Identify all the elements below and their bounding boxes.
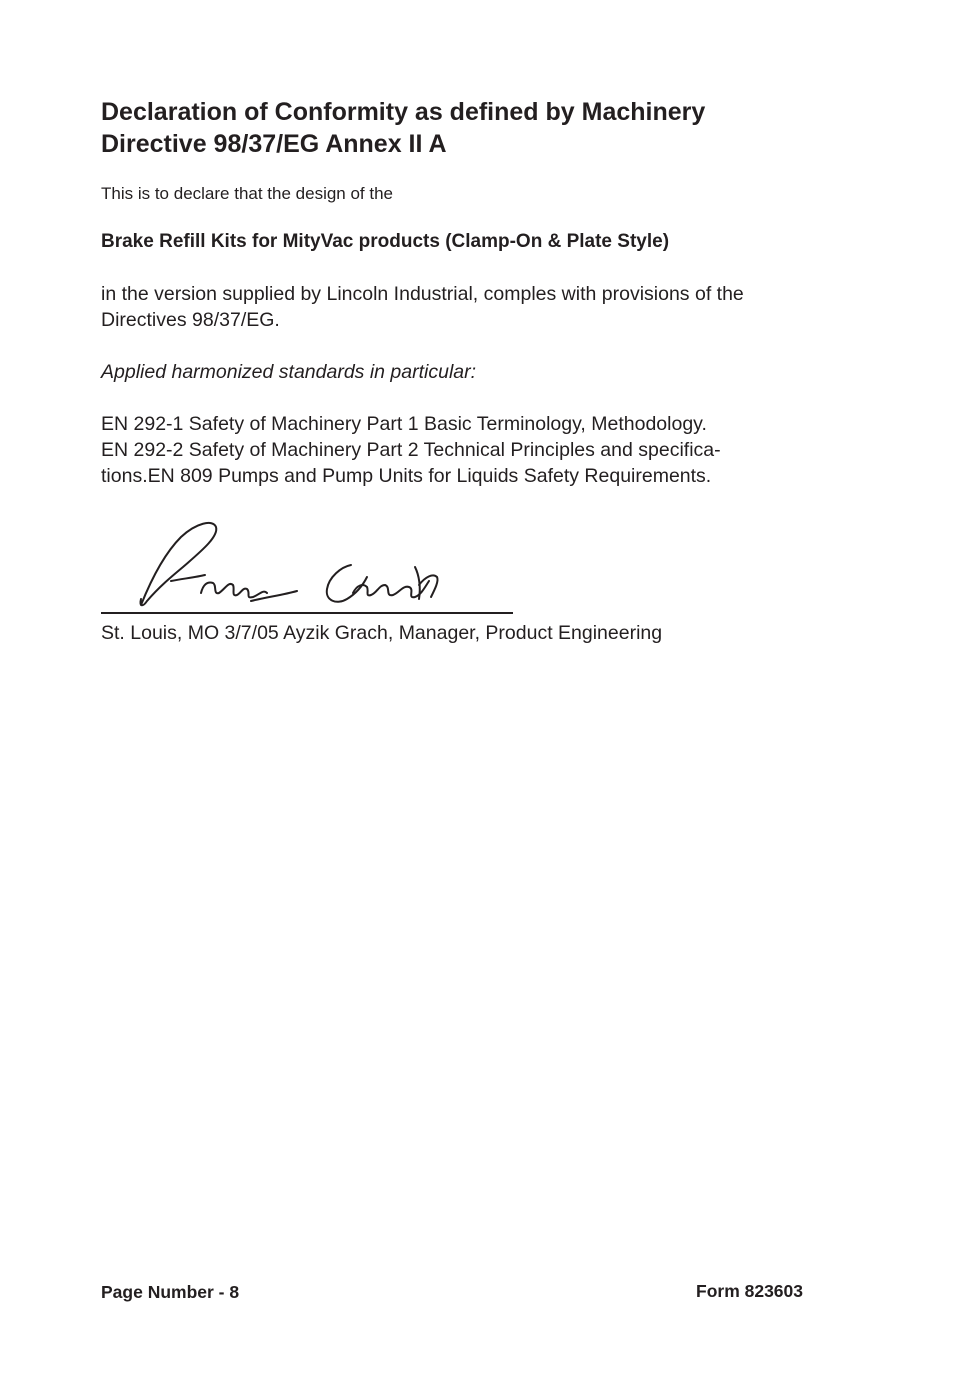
product-name: Brake Refill Kits for MityVac products (Clamp-On & Plate Style) bbox=[101, 231, 670, 252]
standards-list bbox=[101, 411, 721, 489]
signature-line bbox=[101, 612, 513, 614]
title-line-1: Declaration of Conformity as defined by Machinery bbox=[101, 98, 706, 126]
supply-statement bbox=[101, 281, 744, 333]
page-number: Page Number - 8 bbox=[101, 1282, 240, 1302]
supply-line-2: Directives 98/37/EG. bbox=[101, 309, 280, 331]
intro-text: This is to declare that the design of the bbox=[101, 184, 394, 203]
page-title bbox=[101, 96, 821, 160]
signature-icon bbox=[101, 515, 521, 615]
form-number: Form 823603 bbox=[696, 1281, 804, 1301]
signature-caption: St. Louis, MO 3/7/05 Ayzik Grach, Manager, Product Engineering bbox=[101, 622, 663, 644]
standards-line-1: EN 292-1 Safety of Machinery Part 1 Basic Terminology, Methodology. bbox=[101, 413, 707, 435]
standards-heading: Applied harmonized standards in particular: bbox=[101, 361, 477, 383]
standards-line-3: tions.EN 809 Pumps and Pump Units for Liquids Safety Requirements. bbox=[101, 465, 712, 487]
title-line-2: Directive 98/37/EG Annex II A bbox=[101, 130, 447, 158]
supply-line-1: in the version supplied by Lincoln Industrial, comples with provisions of the bbox=[101, 283, 744, 305]
standards-line-2: EN 292-2 Safety of Machinery Part 2 Technical Principles and specifica- bbox=[101, 439, 721, 461]
